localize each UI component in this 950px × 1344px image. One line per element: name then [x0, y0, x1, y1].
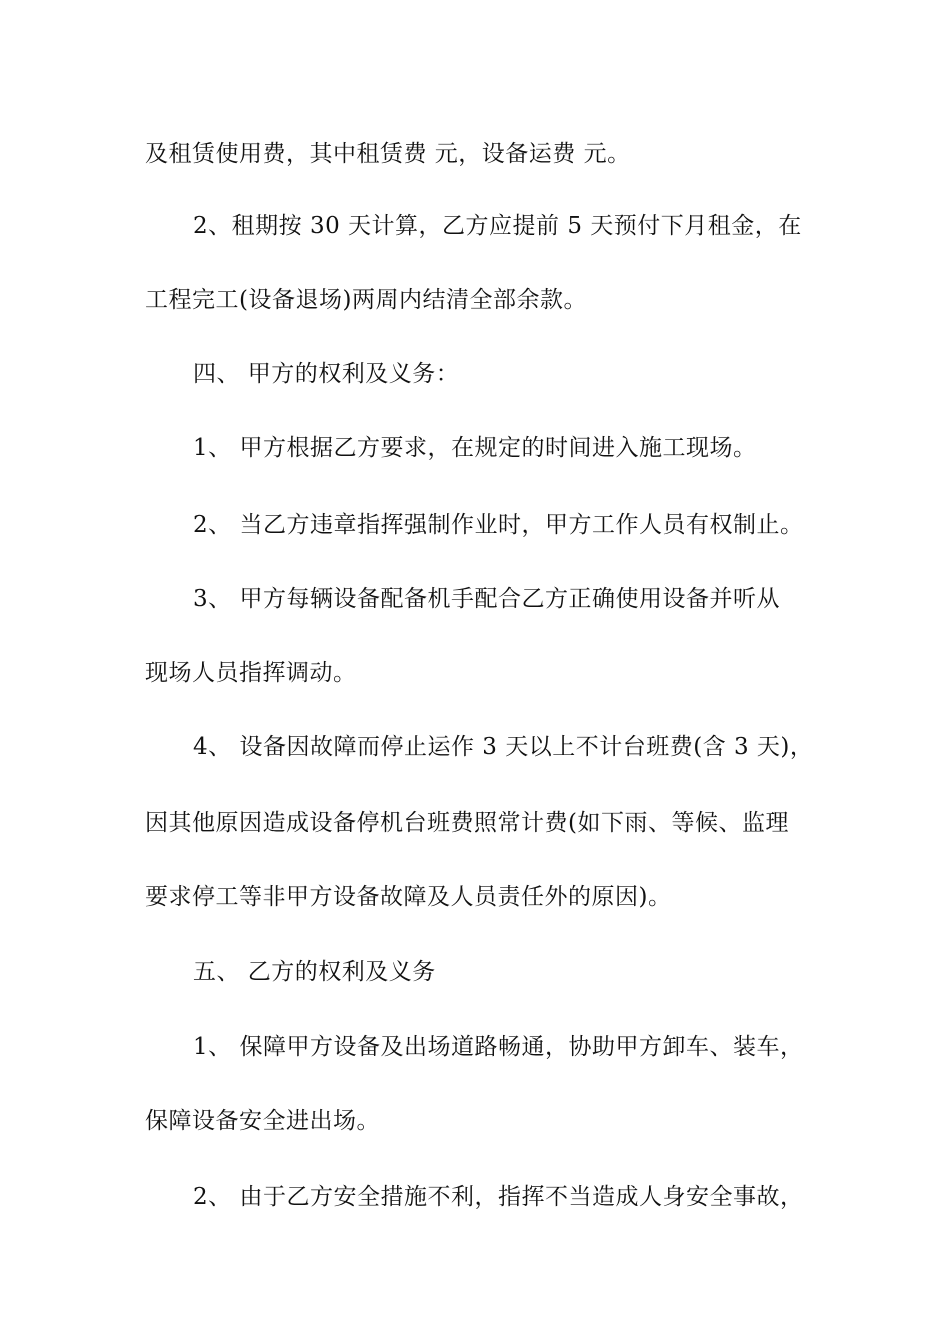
text-line-10: 因其他原因造成设备停机台班费照常计费(如下雨、等候、监理 — [145, 810, 789, 836]
text-line-13: 1、 保障甲方设备及出场道路畅通，协助甲方卸车、装车， — [193, 1034, 804, 1060]
section-heading-4: 四、 甲方的权利及义务： — [193, 361, 460, 387]
text-line-9: 4、 设备因故障而停止运作 3 天以上不计台班费(含 3 天)， — [193, 734, 814, 760]
text-line-5: 1、 甲方根据乙方要求，在规定的时间进入施工现场。 — [193, 435, 757, 461]
section-heading-5: 五、 乙方的权利及义务 — [193, 959, 436, 985]
text-line-2: 2、租期按 30 天计算，乙方应提前 5 天预付下月租金，在 — [193, 213, 802, 239]
text-line-6: 2、 当乙方违章指挥强制作业时，甲方工作人员有权制止。 — [193, 512, 804, 538]
text-line-8: 现场人员指挥调动。 — [145, 660, 357, 686]
text-line-1: 及租赁使用费，其中租赁费 元，设备运费 元。 — [145, 141, 631, 167]
text-line-11: 要求停工等非甲方设备故障及人员责任外的原因)。 — [145, 884, 672, 910]
text-line-14: 保障设备安全进出场。 — [145, 1108, 380, 1134]
text-line-3: 工程完工(设备退场)两周内结清全部余款。 — [145, 287, 587, 313]
text-line-7: 3、 甲方每辆设备配备机手配合乙方正确使用设备并听从 — [193, 586, 780, 612]
text-line-15: 2、 由于乙方安全措施不利，指挥不当造成人身安全事故， — [193, 1184, 804, 1210]
